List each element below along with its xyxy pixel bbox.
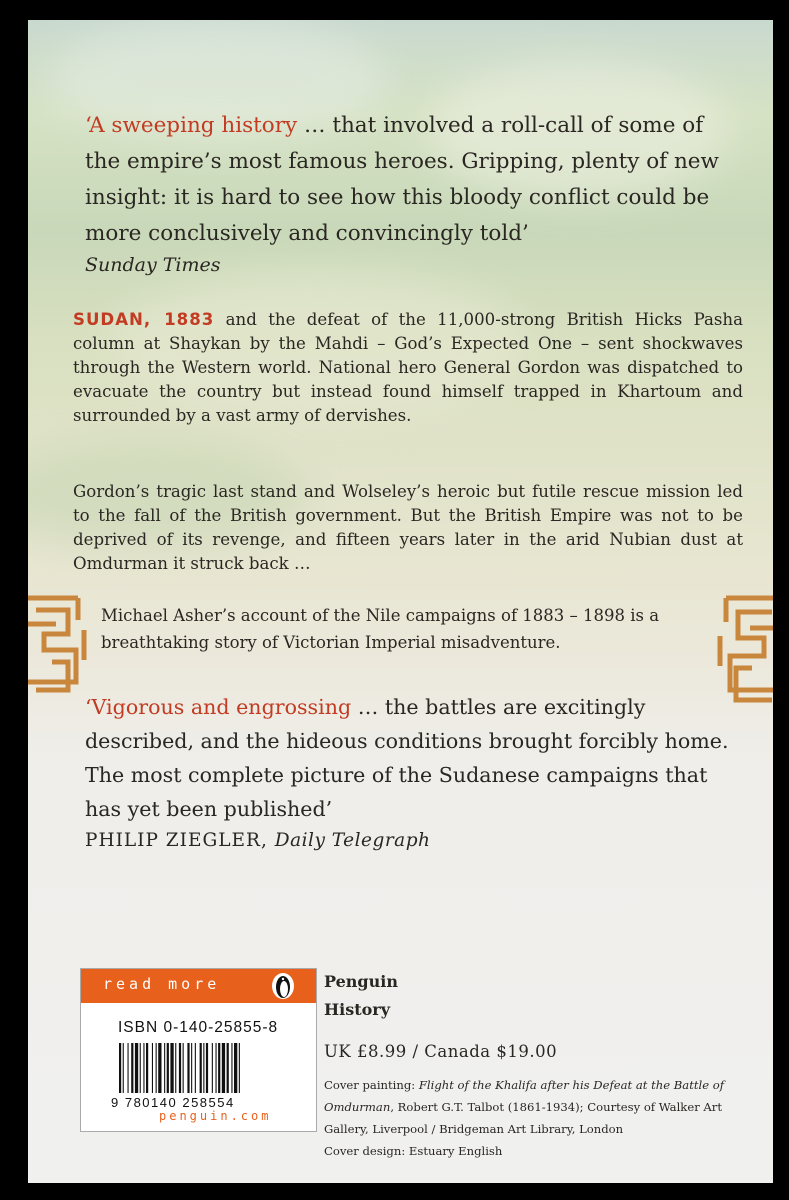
barcode-bar xyxy=(123,1043,124,1093)
credits-design: Cover design: Estuary English xyxy=(324,1144,503,1158)
barcode-bar xyxy=(156,1043,157,1093)
barcode-bar xyxy=(183,1043,184,1093)
barcode-number: 9 780140 258554 xyxy=(111,1095,235,1109)
book-back-cover xyxy=(28,20,773,1183)
barcode-bar xyxy=(187,1043,189,1093)
barcode-bar xyxy=(218,1043,220,1093)
arabesque-ornament-icon xyxy=(28,590,92,698)
quote-publication: Daily Telegraph xyxy=(274,830,431,851)
blurb-text: and the defeat of the 11,000-strong British Hicks Pasha column at Shaykan by the Mahdi – God’s Expected One – sent shockwaves through the Western world. National hero General Gordon was dispatched to evacuate the country but instead found himself trapped in Khartoum and surrounded by a vast army of dervishes. xyxy=(73,310,743,425)
publisher-name: Penguin xyxy=(324,972,398,991)
quote-source: Sunday Times xyxy=(85,254,221,276)
barcode-bar xyxy=(239,1043,240,1093)
blurb-paragraph-1 xyxy=(73,308,743,428)
barcode-bar xyxy=(191,1043,192,1093)
blurb-paragraph-3: Michael Asher’s account of the Nile campaigns of 1883 – 1898 is a breathtaking story of Victorian Imperial misadventure. xyxy=(101,606,660,652)
barcode-bar xyxy=(140,1043,141,1093)
barcode-bar xyxy=(231,1043,232,1093)
quote-highlight: ‘A sweeping history xyxy=(85,113,298,138)
barcode-bar xyxy=(128,1043,129,1093)
price-text: UK £8.99 / Canada $19.00 xyxy=(324,1042,558,1061)
quote-highlight: ‘Vigorous and engrossing xyxy=(85,695,352,719)
barcode-bar xyxy=(143,1043,144,1093)
barcode-bar xyxy=(203,1043,204,1093)
penguin-logo-icon xyxy=(270,972,296,1000)
website-text: penguin.com xyxy=(159,1109,272,1123)
quote-text: … that involved a roll-call of some of the empire’s most famous heroes. Gripping, plenty of new insight: it is hard to see how this bloody conflict could be more conclusively and convincingly told’ xyxy=(85,113,719,246)
barcode-bar xyxy=(222,1043,225,1093)
blurb-lead: SUDAN, 1883 xyxy=(73,310,215,329)
isbn-text: ISBN 0-140-25855-8 xyxy=(118,1019,279,1036)
barcode-bar xyxy=(158,1043,161,1093)
barcode-bar xyxy=(135,1043,138,1093)
credits-painting-title: Flight of the Khalifa after his Defeat at the Battle of Omdurman xyxy=(324,1078,725,1114)
publisher-category: History xyxy=(324,1000,390,1019)
credits-painting-rest: , Robert G.T. Talbot (1861-1934); Courtesy of Walker Art Gallery, Liverpool / Bridgeman Art Library, London xyxy=(324,1100,722,1136)
barcode-bar xyxy=(131,1043,133,1093)
review-quote-daily-telegraph xyxy=(85,690,735,826)
barcode-bar xyxy=(234,1043,237,1093)
barcode-bar xyxy=(119,1043,121,1093)
read-more-barcode-panel xyxy=(80,968,317,1132)
barcode-bar xyxy=(206,1043,208,1093)
cover-credits xyxy=(324,1074,754,1162)
barcode-bar xyxy=(175,1043,176,1093)
quote-author: PHILIP ZIEGLER, xyxy=(85,830,268,851)
blurb-paragraph-2: Gordon’s tragic last stand and Wolseley’s heroic but futile rescue mission led to the fall of the British government. But the British Empire was not to be deprived of its revenge, and fifteen years later in the arid Nubian dust at Omdurman it struck back … xyxy=(73,482,743,573)
barcode-bar xyxy=(212,1043,213,1093)
credits-label: Cover painting: xyxy=(324,1078,419,1092)
read-more-band xyxy=(81,969,316,1003)
read-more-label: read more xyxy=(103,975,221,993)
quote-text: … the battles are excitingly described, and the hideous conditions brought forcibly home. The most complete picture of the Sudanese campaigns that has yet been published’ xyxy=(85,695,729,821)
barcode-bar xyxy=(164,1043,165,1093)
barcode-bar xyxy=(179,1043,181,1093)
barcode-bar xyxy=(146,1043,148,1093)
barcode-bar xyxy=(152,1043,153,1093)
barcode-bar xyxy=(195,1043,196,1093)
barcode-bar xyxy=(170,1043,173,1093)
barcode xyxy=(111,1043,311,1109)
barcode-bar xyxy=(167,1043,169,1093)
barcode-bar xyxy=(216,1043,217,1093)
barcode-bar xyxy=(200,1043,202,1093)
review-quote-sunday-times xyxy=(85,108,745,252)
quote-source xyxy=(85,830,430,851)
barcode-bar xyxy=(227,1043,229,1093)
